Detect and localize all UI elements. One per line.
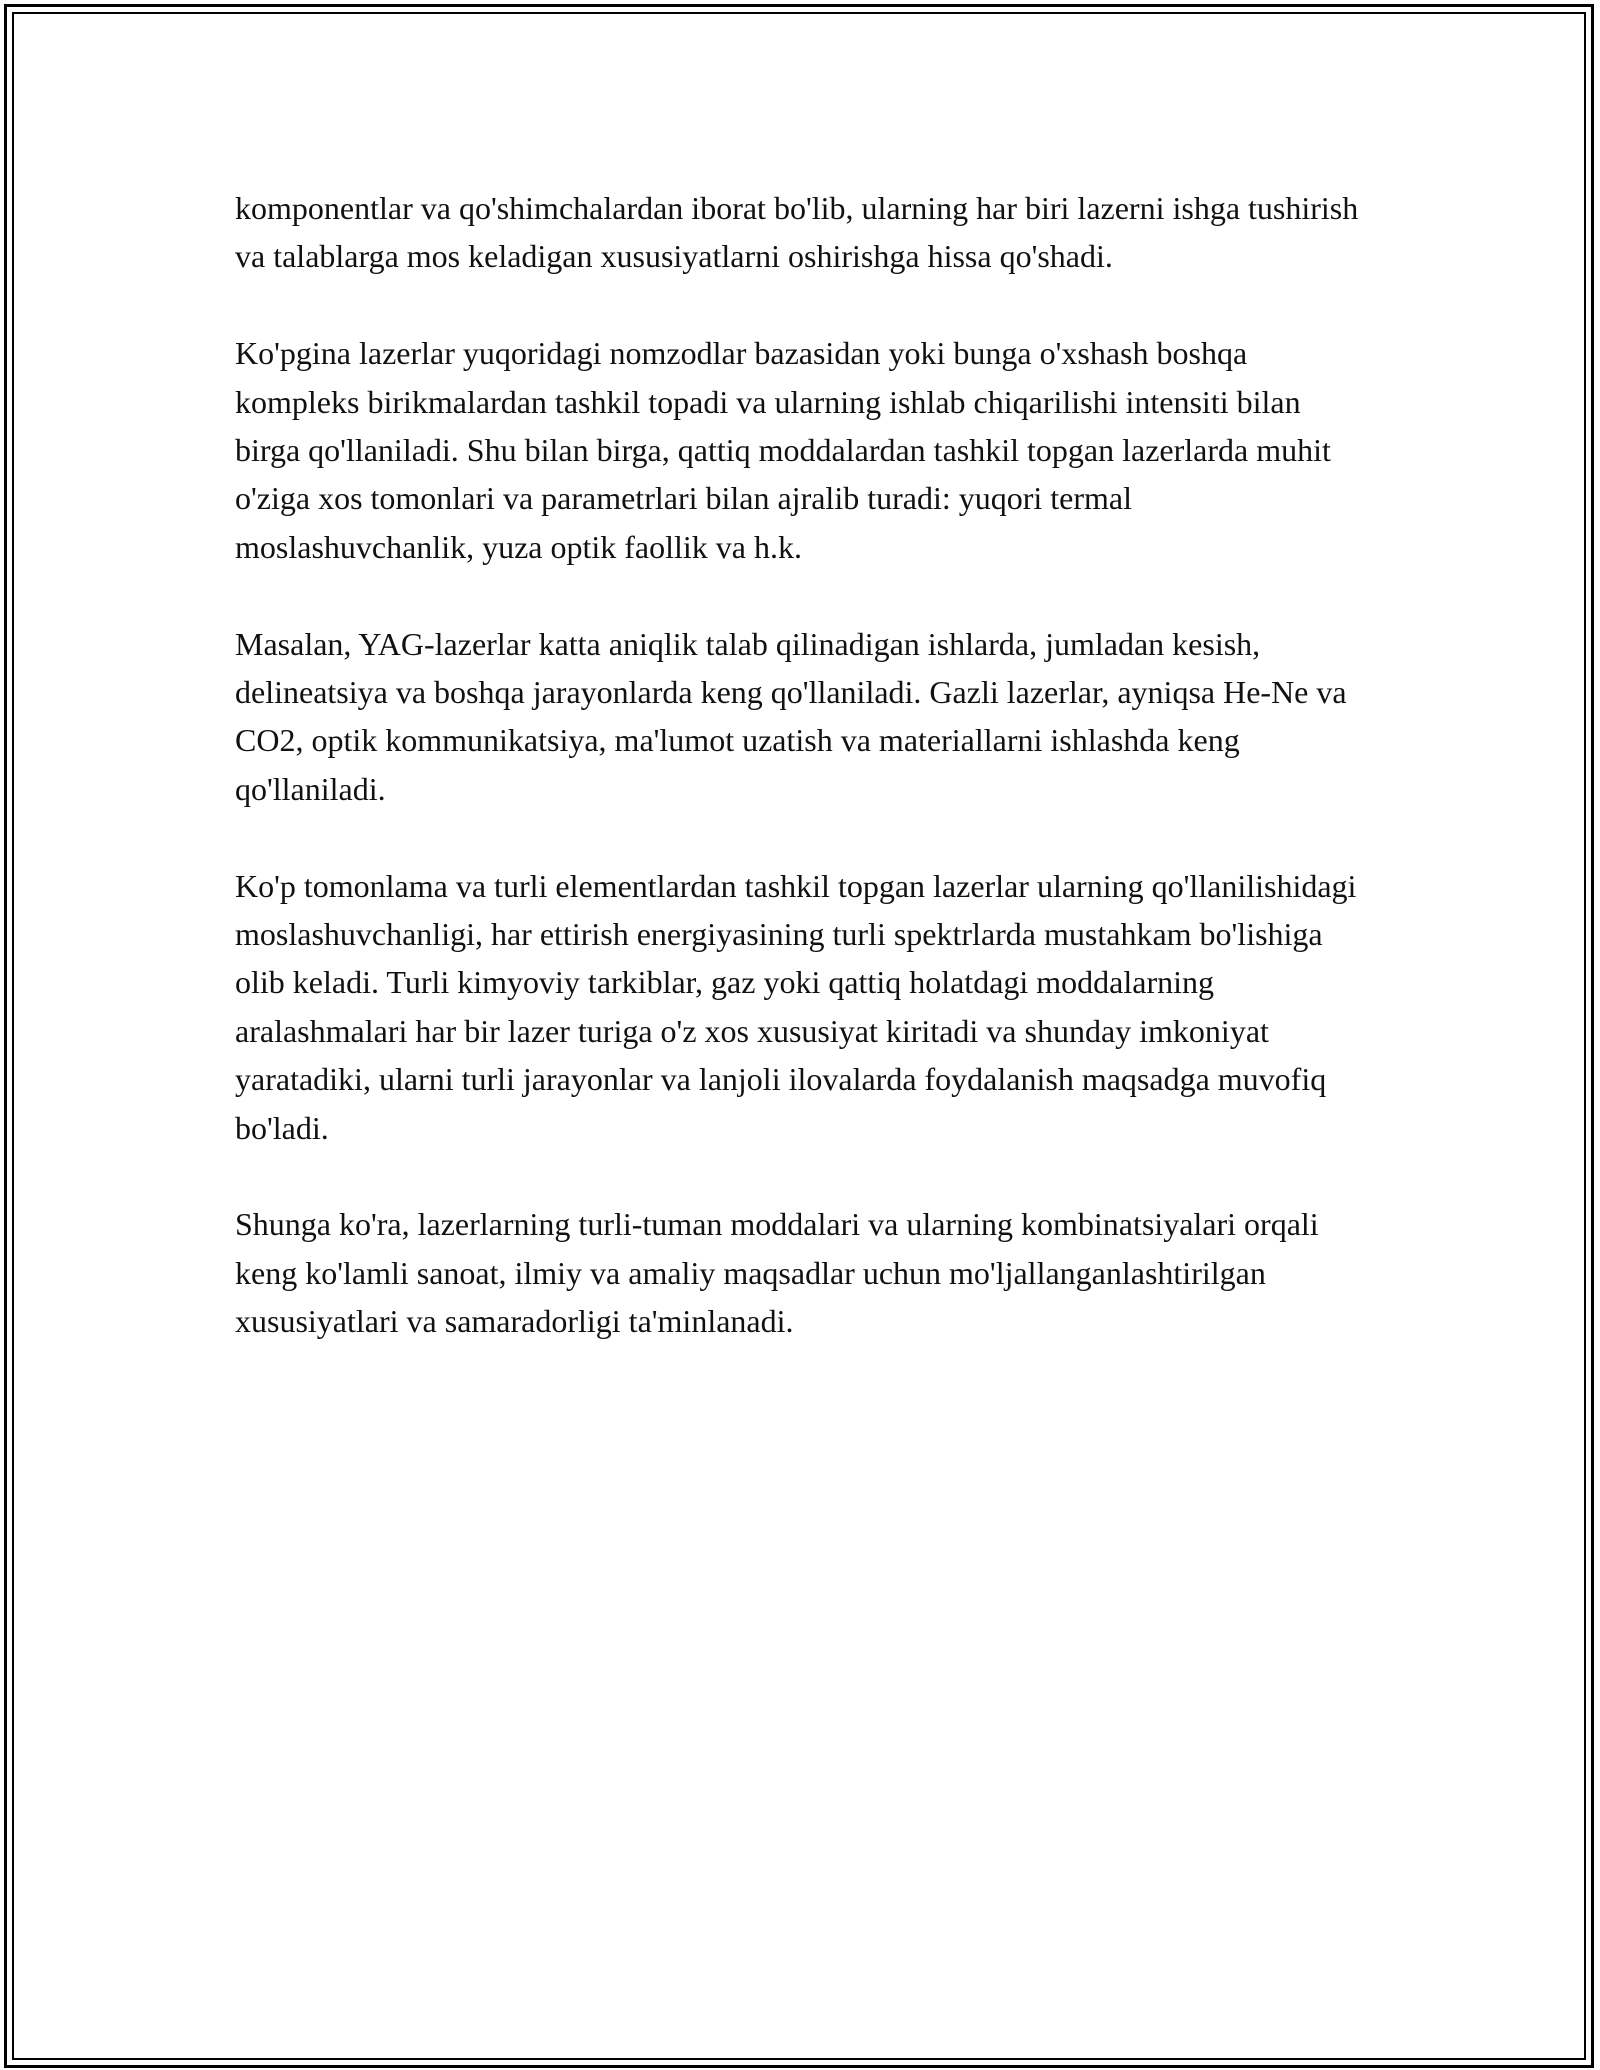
paragraph-5: Shunga ko'ra, lazerlarning turli-tuman moddalari va ularning kombinatsiyalari orqali keng ko'lamli sanoat, ilmiy va amaliy maqsadlar uchun mo'ljallanganlashtirilgan xususiyatlari va samaradorligi ta'minlanadi. [235, 1206, 1319, 1340]
paragraph-3: Masalan, YAG-lazerlar katta aniqlik talab qilinadigan ishlarda, jumladan kesish, delineatsiya va boshqa jarayonlarda keng qo'llaniladi. Gazli lazerlar, ayniqsa He-Ne va CO2, optik kommunikatsiya, ma'lumot uzatish va materiallarni ishlashda keng qo'llaniladi. [235, 625, 1347, 807]
paragraph-2: Ko'pgina lazerlar yuqoridagi nomzodlar bazasidan yoki bunga o'xshash boshqa kompleks birikmalardan tashkil topadi va ularning ishlab chiqarilishi intensiti bilan birga qo'llaniladi. Shu bilan birga, qattiq moddalardan tashkil topgan lazerlarda muhit o'ziga xos tomonlari va parametrlari bilan ajralib turadi: yuqori termal moslashuvchanlik, yuza optik faollik va h.k. [235, 335, 1331, 565]
document-body [235, 184, 1365, 1394]
paragraph-4: Ko'p tomonlama va turli elementlardan tashkil topgan lazerlar ularning qo'llanilishidagi moslashuvchanligi, har ettirish energiyasining turli spektrlarda mustahkam bo'lishiga olib keladi. Turli kimyoviy tarkiblar, gaz yoki qattiq holatdagi moddalarning aralashmalari har bir lazer turiga o'z xos xususiyat kiritadi va shunday imkoniyat yaratadiki, ularni turli jarayonlar va lanjoli ilovalarda foydalanish maqsadga muvofiq bo'ladi. [235, 867, 1357, 1146]
paragraph-1: komponentlar va qo'shimchalardan iborat bo'lib, ularning har biri lazerni ishga tushirish va talablarga mos keladigan xususiyatlarni oshirishga hissa qo'shadi. [235, 190, 1359, 275]
